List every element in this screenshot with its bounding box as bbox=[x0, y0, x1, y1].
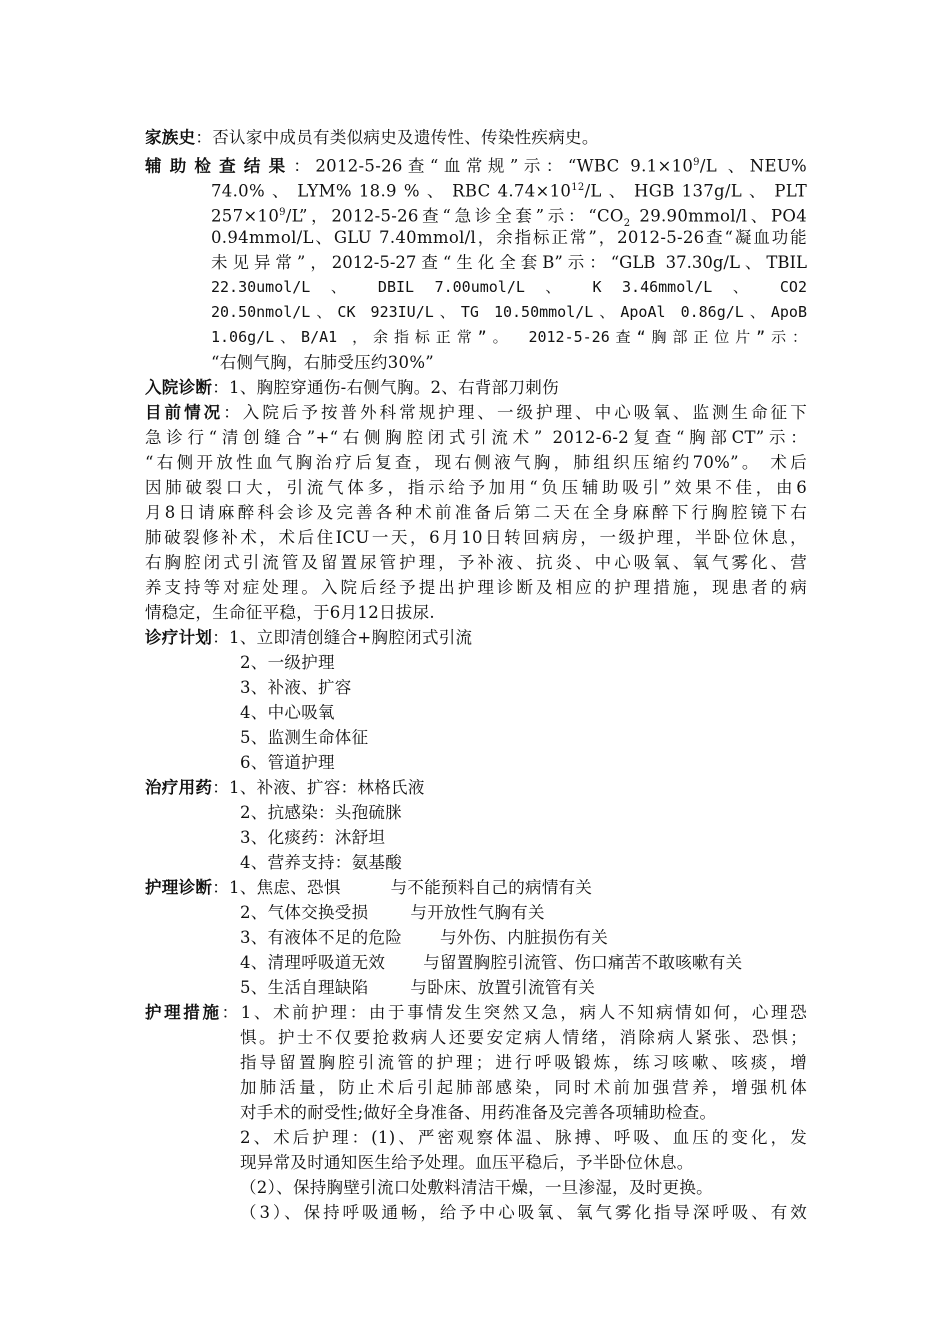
nursing-measures-line-3 bbox=[240, 1050, 807, 1075]
aux-exam-line-7 bbox=[211, 300, 807, 325]
nursing-diagnosis-problem: 1、焦虑、恐惧 bbox=[229, 878, 341, 897]
aux-exam-text: 74.0% 、 LYM% 18.9 % 、 RBC 4.74×10 bbox=[211, 181, 572, 201]
medication-label: 治疗用药 bbox=[145, 778, 213, 797]
aux-exam-text: 2012-5-26查“血常规”示：“WBC 9.1×10 bbox=[315, 156, 694, 176]
aux-exam-text: 1.06g/L、B/A1 ，余指标正常”。 2012-5-26查“胸部正位片”示： bbox=[211, 328, 807, 346]
nursing-diagnosis-item bbox=[240, 975, 595, 1000]
nursing-measures-label: 护理措施 bbox=[145, 1003, 222, 1022]
nursing-diagnosis-item bbox=[240, 950, 742, 975]
treatment-plan-line bbox=[145, 625, 472, 650]
aux-exam-text: /L 、 HGB 137g/L 、 PLT bbox=[584, 181, 807, 201]
aux-exam-text: 20.50nmol/L、CK 923IU/L、TG 10.50mmol/L、ApoAl 0.86g/L、ApoB bbox=[211, 303, 807, 321]
aux-exam-label: 辅助检查结果 bbox=[145, 156, 294, 176]
aux-exam-text: “右侧气胸，右肺受压约30%” bbox=[211, 353, 435, 372]
aux-exam-text: 22.30umol/L 、 DBIL 7.00umol/L 、 K 3.46mmol/L 、 CO2 bbox=[211, 278, 807, 296]
current-status-text: 月8日请麻醉科会诊及完善各种术前准备后第二天在全身麻醉下行胸腔镜下右 bbox=[145, 503, 807, 522]
nursing-diagnosis-problem: 5、生活自理缺陷 bbox=[240, 978, 369, 997]
nursing-measures-line-7 bbox=[240, 1150, 694, 1175]
treatment-plan-item: 2、一级护理 bbox=[240, 653, 335, 672]
treatment-plan-item: 3、补液、扩容 bbox=[240, 678, 352, 697]
nursing-measures-colon: ： bbox=[221, 1003, 241, 1022]
nursing-diagnosis-cause: 与外伤、内脏损伤有关 bbox=[440, 928, 608, 947]
aux-exam-text: /L 、NEU% bbox=[699, 156, 808, 176]
current-status-line-3 bbox=[145, 450, 807, 475]
current-status-line-4 bbox=[145, 475, 807, 500]
aux-exam-text: 未见异常”，2012-5-27查“生化全套B”示：“GLB 37.30g/L、TBIL bbox=[211, 253, 807, 272]
nursing-measures-text: 对手术的耐受性;做好全身准备、用药准备及完善各项辅助检查。 bbox=[240, 1103, 717, 1122]
aux-exam-sup: 9 bbox=[279, 207, 286, 218]
nursing-diagnosis-problem: 2、气体交换受损 bbox=[240, 903, 369, 922]
nursing-measures-text: 惧。护士不仅要抢救病人还要安定病人情绪，消除病人紧张、恐惧； bbox=[240, 1028, 807, 1047]
current-status-line-6 bbox=[145, 525, 807, 550]
treatment-plan-item: 1、立即清创缝合+胸腔闭式引流 bbox=[229, 628, 473, 647]
nursing-diagnosis-line bbox=[145, 875, 592, 900]
family-history-line bbox=[145, 125, 599, 150]
nursing-measures-line-1 bbox=[145, 1000, 807, 1025]
nursing-diagnosis-item bbox=[240, 900, 545, 925]
family-history-colon: ： bbox=[195, 128, 213, 147]
nursing-diagnosis-problem: 4、清理呼吸道无效 bbox=[240, 953, 386, 972]
nursing-diagnosis-cause: 与卧床、放置引流管有关 bbox=[410, 978, 596, 997]
nursing-measures-text: 现异常及时通知医生给予处理。血压平稳后，予半卧位休息。 bbox=[240, 1153, 694, 1172]
nursing-diagnosis-cause: 与留置胸腔引流管、伤口痛苦不敢咳嗽有关 bbox=[423, 953, 743, 972]
nursing-measures-line-4 bbox=[240, 1075, 807, 1100]
nursing-diagnosis-problem: 3、有液体不足的危险 bbox=[240, 928, 402, 947]
nursing-measures-text: （3）、保持呼吸通畅，给予中心吸氧、氧气雾化指导深呼吸、有效 bbox=[240, 1203, 807, 1222]
medication-item: 2、抗感染：头孢硫脒 bbox=[240, 803, 402, 822]
treatment-plan-item: 6、管道护理 bbox=[240, 753, 335, 772]
current-status-text: 情稳定，生命征平稳，于6月12日拔尿. bbox=[145, 603, 435, 622]
aux-exam-sub: 2 bbox=[623, 217, 631, 229]
family-history-label: 家族史 bbox=[145, 128, 196, 147]
aux-exam-line-8 bbox=[211, 325, 807, 350]
current-status-line-2 bbox=[145, 425, 807, 450]
nursing-measures-text: （2）、保持胸壁引流口处敷料清洁干燥，一旦渗湿，及时更换。 bbox=[240, 1178, 713, 1197]
current-status-text: 养支持等对症处理。入院后经予提出护理诊断及相应的护理措施，现患者的病 bbox=[145, 578, 807, 597]
medication-colon: ： bbox=[212, 778, 230, 797]
current-status-line-1 bbox=[145, 400, 807, 425]
aux-exam-sup: 12 bbox=[571, 182, 585, 193]
aux-exam-text: 29.90mmol/l、PO4 bbox=[630, 206, 808, 226]
nursing-diagnosis-colon: ： bbox=[212, 878, 230, 897]
current-status-line-7 bbox=[145, 550, 807, 575]
current-status-text: 因肺破裂口大，引流气体多，指示给予加用“负压辅助吸引”效果不佳，由6 bbox=[145, 478, 807, 497]
family-history-text: 否认家中成员有类似病史及遗传性、传染性疾病史。 bbox=[212, 128, 599, 147]
nursing-diagnosis-cause: 与开放性气胸有关 bbox=[410, 903, 545, 922]
aux-exam-line-6 bbox=[211, 275, 807, 300]
current-status-label: 目前情况 bbox=[145, 403, 224, 422]
admission-diagnosis-line bbox=[145, 375, 559, 400]
medication-item: 3、化痰药：沐舒坦 bbox=[240, 828, 386, 847]
nursing-measures-text: 指导留置胸腔引流管的护理；进行呼吸锻炼，练习咳嗽、咳痰，增 bbox=[240, 1053, 807, 1072]
medication-item: 4、营养支持：氨基酸 bbox=[240, 853, 402, 872]
treatment-plan-item: 4、中心吸氧 bbox=[240, 703, 335, 722]
nursing-measures-line-6 bbox=[240, 1125, 807, 1150]
aux-exam-text: /L”，2012-5-26查“急诊全套”示：“CO bbox=[285, 206, 624, 226]
nursing-measures-text: 加肺活量，防止术后引起肺部感染，同时术前加强营养，增强机体 bbox=[240, 1078, 807, 1097]
nursing-measures-line-5 bbox=[240, 1100, 716, 1125]
current-status-line-9 bbox=[145, 600, 435, 625]
nursing-diagnosis-cause: 与不能预料自己的病情有关 bbox=[390, 878, 593, 897]
aux-exam-line-4 bbox=[211, 225, 807, 250]
aux-exam-colon: ： bbox=[293, 156, 316, 176]
current-status-colon: ： bbox=[223, 403, 243, 422]
aux-exam-line-5 bbox=[211, 250, 807, 276]
treatment-plan-item: 5、监测生命体征 bbox=[240, 728, 369, 747]
treatment-plan-label: 诊疗计划 bbox=[145, 628, 213, 647]
nursing-measures-line-9 bbox=[240, 1200, 807, 1225]
treatment-plan-colon: ： bbox=[212, 628, 230, 647]
admission-diagnosis-colon: ： bbox=[212, 378, 230, 397]
nursing-diagnosis-label: 护理诊断 bbox=[145, 878, 213, 897]
aux-exam-line-9 bbox=[211, 350, 434, 375]
nursing-diagnosis-item bbox=[240, 925, 608, 950]
nursing-measures-line-2 bbox=[240, 1025, 807, 1050]
medication-line bbox=[145, 775, 425, 800]
aux-exam-text: 257×10 bbox=[211, 206, 280, 226]
nursing-measures-text: 1、术前护理：由于事情发生突然又急，病人不知病情如何，心理恐 bbox=[240, 1003, 808, 1022]
aux-exam-sup: 9 bbox=[693, 157, 700, 168]
admission-diagnosis-label: 入院诊断 bbox=[145, 378, 213, 397]
nursing-measures-line-8 bbox=[240, 1175, 713, 1200]
admission-diagnosis-text: 1、胸腔穿通伤-右侧气胸。2、右背部刀刺伤 bbox=[229, 378, 559, 397]
current-status-text: 肺破裂修补术，术后住ICU一天，6月10日转回病房，一级护理，半卧位休息， bbox=[145, 528, 807, 547]
nursing-measures-text: 2、术后护理：(1)、严密观察体温、脉搏、呼吸、血压的变化，发 bbox=[240, 1128, 807, 1147]
current-status-line-8 bbox=[145, 575, 807, 600]
medication-item: 1、补液、扩容：林格氏液 bbox=[229, 778, 425, 797]
current-status-text: 入院后予按普外科常规护理、一级护理、中心吸氧、监测生命征下 bbox=[242, 403, 808, 422]
current-status-text: 右胸腔闭式引流管及留置尿管护理，予补液、抗炎、中心吸氧、氧气雾化、营 bbox=[145, 553, 807, 572]
aux-exam-text: 0.94mmol/L、GLU 7.40mmol/l，余指标正常”，2012-5-26查“凝血功能 bbox=[211, 228, 807, 247]
current-status-text: “右侧开放性血气胸治疗后复查，现右侧液气胸，肺组织压缩约70%”。 术后 bbox=[145, 453, 807, 472]
current-status-line-5 bbox=[145, 500, 807, 525]
current-status-text: 急诊行“清创缝合”+“右侧胸腔闭式引流术” 2012-6-2复查“胸部CT”示： bbox=[145, 428, 807, 447]
